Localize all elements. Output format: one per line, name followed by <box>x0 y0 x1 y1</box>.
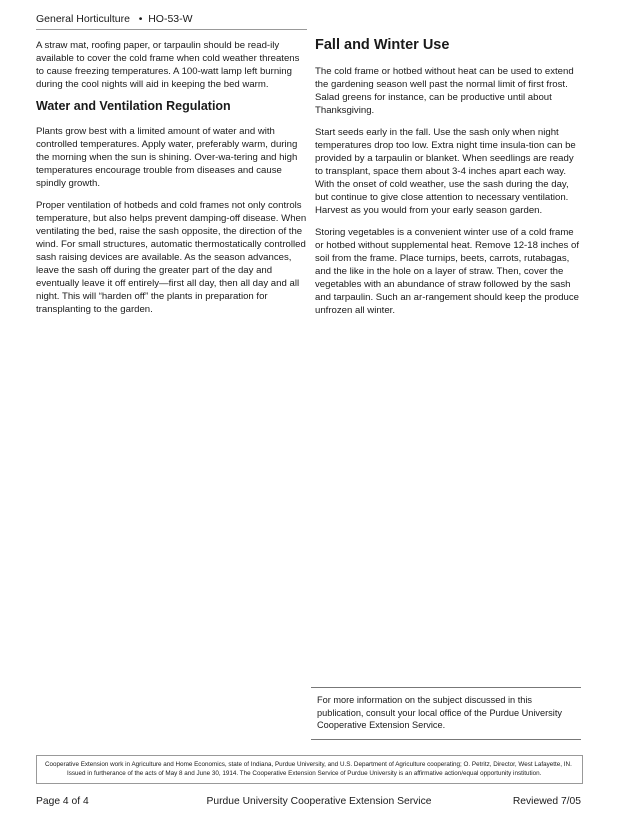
footer-reviewed: Reviewed 7/05 <box>512 796 581 807</box>
header-rule <box>36 29 307 30</box>
water-ventilation-heading: Water and Ventilation Regulation <box>36 99 231 113</box>
water-paragraph-2: Proper ventilation of hotbeds and cold frames not only controls temperature, but also helps prevent damping-off disease. When ventilating the bed, raise the sash opposite, the direction of the wind. For small structures, automatic thermostatically controlled sash raising devices are available. As the season advances, leave the sash off during the greater part of the day and eventually leave it off entirely—first all day, then all day and all night. This will “harden off” the plants in preparation for transplanting to the garden. <box>36 200 307 315</box>
disclaimer-box <box>36 755 583 784</box>
disclaimer-line-1: Cooperative Extension work in Agriculture and Home Economics, state of Indiana, Purdue University, and U.S. Department of Agriculture cooperating; O. Petritz, Director, West Lafayette, IN. <box>45 761 572 768</box>
fall-winter-heading: Fall and Winter Use <box>315 37 450 53</box>
right-column <box>315 39 581 326</box>
fall-paragraph-2: Start seeds early in the fall. Use the sash only when night temperatures drop too low. Extra night time insula-tion can be provided by a tarpaulin or blanket. When seedlings are ready to transplant, space them about 3-4 inches apart each way. With the onset of cold weather, use the sash during the day, but continue to give close attention to necessary ventilation. Harvest as you would from your early season garden. <box>315 127 576 216</box>
more-info-text: For more information on the subject discussed in this publication, consult your local office of the Purdue University Cooperative Extension Service. <box>317 695 562 730</box>
left-column <box>36 39 308 325</box>
footer-page-number: Page 4 of 4 <box>36 796 89 807</box>
disclaimer-line-2: Issued in furtherance of the acts of May 8 and June 30, 1914. The Cooperative Extension Service of Purdue University is an affirmative action/equal opportunity institution. <box>67 770 542 777</box>
intro-paragraph: A straw mat, roofing paper, or tarpaulin should be read-ily available to cover the cold frame when cold weather threatens to cause freezing temperatures. A 100-watt lamp left burning during the cool nights will aid in keeping the bed warm. <box>36 40 300 90</box>
fall-paragraph-1: The cold frame or hotbed without heat can be used to extend the gardening season well past the normal limit of first frost. Salad greens for instance, can be productive until about Thanksgiving. <box>315 66 574 116</box>
more-info-box <box>311 687 581 740</box>
running-head: General Horticulture • HO-53-W <box>36 13 193 25</box>
water-paragraph-1: Plants grow best with a limited amount of water and with controlled temperatures. Apply water, preferably warm, during the morning when the sun is shining. Over-wa-tering and high temperatures encourage trouble from diseases and cause spindly growth. <box>36 126 298 189</box>
footer-publisher: Purdue University Cooperative Extension Service <box>206 796 432 807</box>
fall-paragraph-3: Storing vegetables is a convenient winter use of a cold frame or hotbed without supplemental heat. Remove 12-18 inches of soil from the frame. Place turnips, beets, carrots, rutabagas, and the like in the hole on a layer of straw. Then, cover the vegetables with an abundance of straw followed by the sash and tarpaulin. Such an ar-rangement should keep the produce unfrozen all winter. <box>315 227 580 316</box>
